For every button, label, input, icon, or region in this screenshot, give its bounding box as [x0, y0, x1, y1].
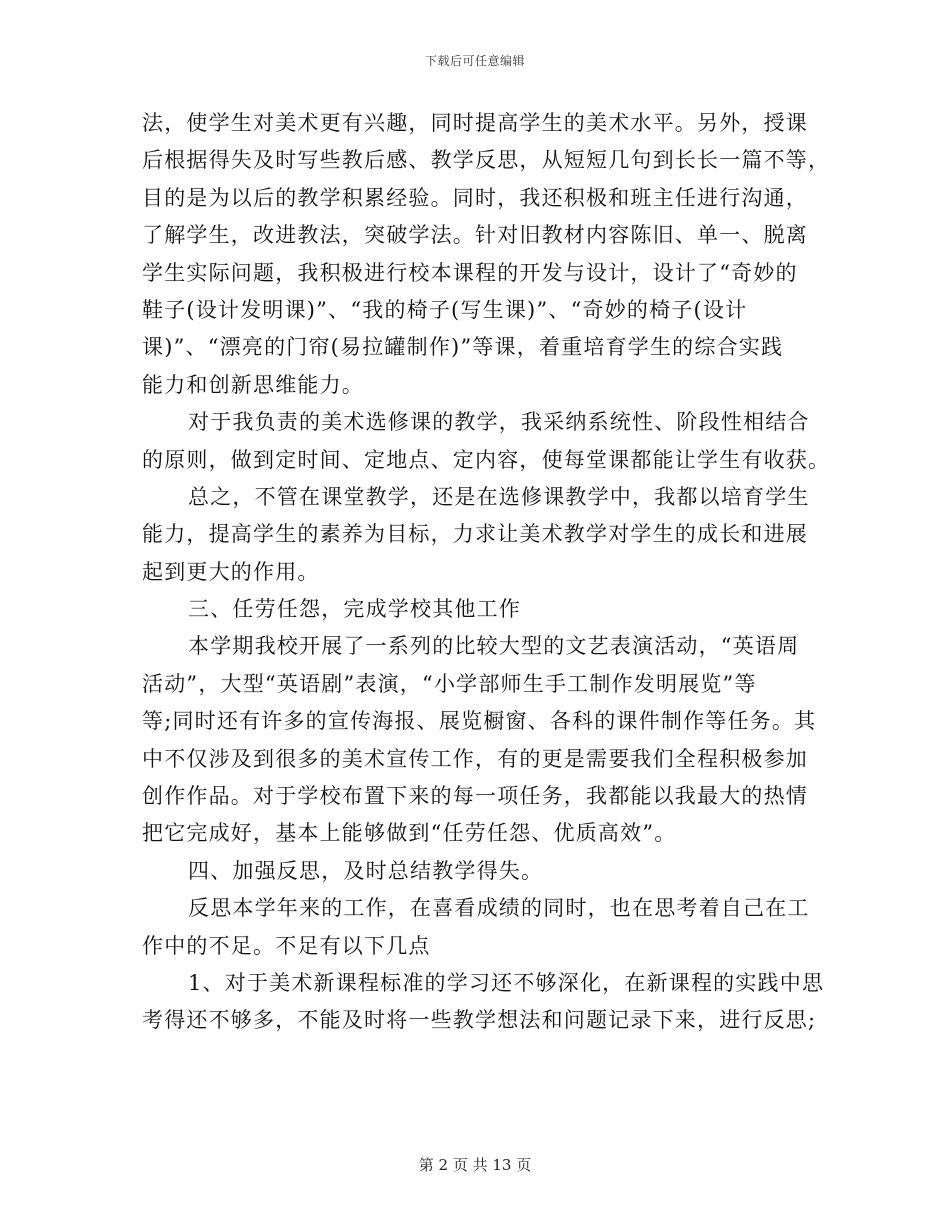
paragraph-start-line: 总之，不管在课堂教学，还是在选修课教学中，我都以培育学生 [188, 484, 810, 509]
document-body [142, 105, 831, 1040]
text-line: 鞋子(设计发明课)”、“我的椅子(写生课)”、“奇妙的椅子(设计 [142, 297, 748, 322]
section-heading: 三、任劳任怨，完成学校其他工作 [188, 597, 521, 622]
paragraph-start-line: 对于我负责的美术选修课的教学，我采纳系统性、阶段性相结合 [188, 410, 810, 435]
text-line: 作中的不足。不足有以下几点 [142, 933, 431, 958]
text-line: 后根据得失及时写些教后感、教学反思，从短短几句到长长一篇不等， [142, 148, 831, 173]
text-line: 等;同时还有许多的宣传海报、展览橱窗、各科的课件制作等任务。其 [142, 709, 817, 734]
text-line: 活动”，大型“英语剧”表演，“小学部师生手工制作发明展览”等 [142, 671, 757, 696]
text-line: 能力，提高学生的素养为目标，力求让美术教学对学生的成长和进展 [142, 522, 808, 547]
text-line: 中不仅涉及到很多的美术宣传工作，有的更是需要我们全程积极参加 [142, 746, 808, 771]
text-line: 把它完成好，基本上能够做到“任劳任怨、优质高效”。 [142, 821, 677, 846]
text-line: 课)”、“漂亮的门帘(易拉罐制作)”等课，着重培育学生的综合实践 [142, 335, 784, 360]
page-header-note: 下载后可任意编辑 [424, 54, 525, 68]
text-line: 法，使学生对美术更有兴趣，同时提高学生的美术水平。另外，授课 [142, 111, 808, 135]
text-line: 学生实际问题，我积极进行校本课程的开发与设计，设计了“奇妙的 [142, 260, 798, 285]
text-line: 目的是为以后的教学积累经验。同时，我还积极和班主任进行沟通， [142, 185, 808, 210]
text-line: 的原则，做到定时间、定地点、定内容，使每堂课都能让学生有收获。 [142, 447, 831, 472]
paragraph-start-line: 1、对于美术新课程标准的学习还不够深化，在新课程的实践中思 [188, 970, 825, 995]
text-line: 起到更大的作用。 [142, 559, 320, 584]
section-heading: 四、加强反思，及时总结教学得失。 [188, 858, 544, 883]
paragraph-start-line: 反思本学年来的工作，在喜看成绩的同时，也在思考着自己在工 [188, 896, 810, 921]
text-line: 能力和创新思维能力。 [142, 372, 364, 397]
text-line: 考得还不够多，不能及时将一些教学想法和问题记录下来，进行反思; [142, 1008, 817, 1033]
text-line: 了解学生，改进教法，突破学法。针对旧教材内容陈旧、单一、脱离 [142, 223, 808, 248]
page-number-footer: 第 2 页 共 13 页 [418, 1156, 532, 1174]
text-line: 创作作品。对于学校布置下来的每一项任务，我都能以我最大的热情 [142, 784, 808, 809]
paragraph-start-line: 本学期我校开展了一系列的比较大型的文艺表演活动，“英语周 [188, 634, 800, 659]
